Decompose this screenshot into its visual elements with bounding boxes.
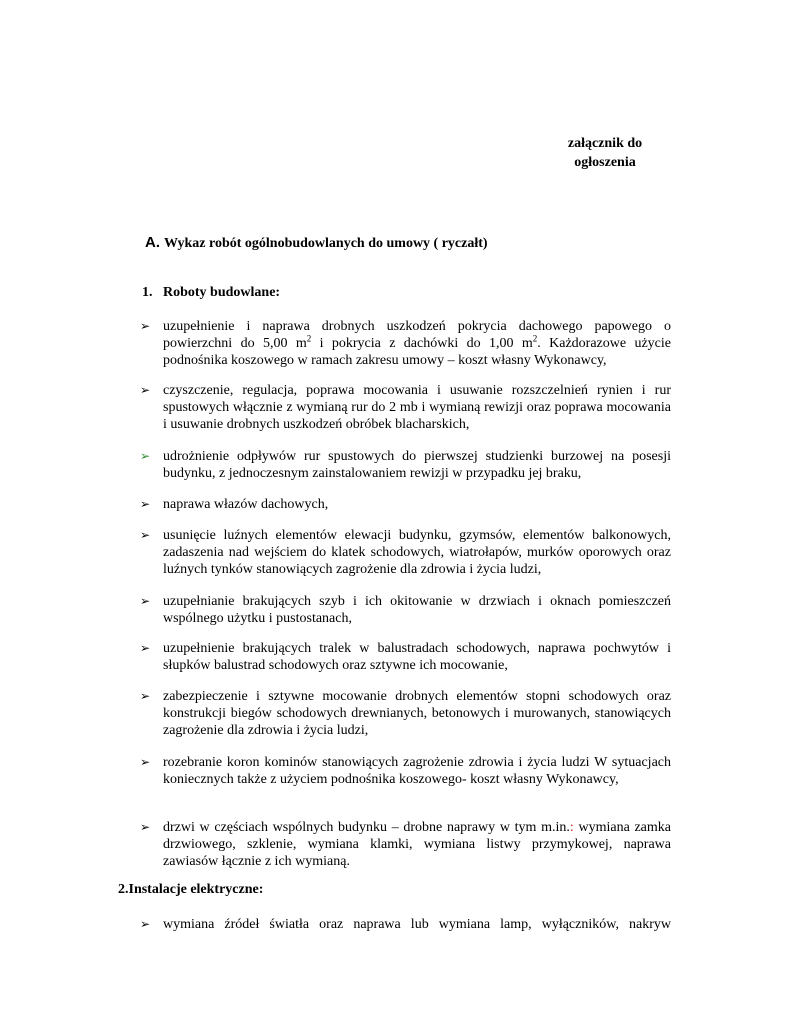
list-item-text: drzwi w częściach wspólnych budynku – drobne naprawy w tym m.in.: wymiana zamka drzwiowego, szklenie, wymiana klamki, wymiana listwy przymykowej, naprawa zawiasów łącznie z ich wymianą. [163,820,672,869]
arrow-bullet-icon: ➢ [140,689,151,703]
section-a-letter: A. [145,234,160,251]
arrow-bullet-icon: ➢ [140,820,151,834]
attachment-note [545,134,665,172]
arrow-bullet-icon: ➢ [140,383,151,397]
list-item-text: usunięcie luźnych elementów elewacji budynku, gzymsów, elementów balkonowych, zadaszenia nad wejściem do klatek schodowych, wiatrołapów, murków oporowych oraz luźnych tynków stanowiących zagrożenie dla zdrowia i życia ludzi, [163,528,671,577]
section-a-heading [145,234,488,253]
list-item [140,593,671,627]
list-item-text: udrożnienie odpływów rur spustowych do pierwszej studzienki burzowej na posesji budynku, z jednoczesnym zainstalowaniem rewizji w przypadku jej braku, [163,449,671,481]
red-colon-mark: : [569,820,574,835]
list-item [140,688,671,739]
list-item-text: uzupełnianie brakujących szyb i ich okitowanie w drzwiach i oknach pomieszczeń wspólnego użytku i pustostanach, [163,594,671,626]
list-item-text: rozebranie koron kominów stanowiących zagrożenie zdrowia i życia ludzi W sytuacjach koniecznych także z użyciem podnośnika koszowego- koszt własny Wykonawcy, [163,755,671,787]
list-item [140,448,671,482]
arrow-bullet-icon: ➢ [140,449,151,463]
list-item [140,318,671,369]
attachment-line-2: ogłoszenia [574,155,636,170]
section-1-number: 1. [142,285,153,300]
list-item [140,640,671,674]
attachment-line-1: załącznik do [567,136,643,151]
arrow-bullet-icon: ➢ [140,594,151,608]
list-item [140,754,671,788]
arrow-bullet-icon: ➢ [140,497,151,511]
section-a-title: Wykaz robót ogólnobudowlanych do umowy ( ryczałt) [164,236,488,251]
arrow-bullet-icon: ➢ [140,755,151,769]
list-item [140,496,671,513]
arrow-bullet-icon: ➢ [140,641,151,655]
arrow-bullet-icon: ➢ [140,319,151,333]
list-item-text: naprawa włazów dachowych, [163,497,329,512]
list-item [140,819,671,870]
list-item-text: wymiana źródeł światła oraz naprawa lub wymiana lamp, wyłączników, nakryw [163,917,671,932]
section-1-heading [142,284,280,302]
list-item-text: czyszczenie, regulacja, poprawa mocowania i usuwanie rozszczelnień rynien i rur spustowych włącznie z wymianą rur do 2 mb i wymianą rewizji oraz poprawa mocowania i usuwanie drobnych uszkodzeń obróbek blacharskich, [163,383,671,432]
list-item [140,527,671,578]
list-item-text: zabezpieczenie i sztywne mocowanie drobnych elementów stopni schodowych oraz konstrukcji biegów schodowych drewnianych, betonowych i murowanych, stanowiących zagrożenie dla zdrowia i życia ludzi, [163,689,671,738]
list-item [140,916,671,933]
section-1-title: Roboty budowlane: [163,285,281,300]
section-2-title: 2.Instalacje elektryczne: [118,882,264,897]
arrow-bullet-icon: ➢ [140,917,151,931]
arrow-bullet-icon: ➢ [140,528,151,542]
section-2-heading [118,881,263,899]
list-item [140,382,671,433]
list-item-text: uzupełnienie i naprawa drobnych uszkodzeń pokrycia dachowego papowego o powierzchni do 5,00 $m^2$ i pokrycia z dachówki do 1,00 $m^2$. Każdorazowe użycie podnośnika koszowego w ramach zakresu umowy – koszt własny Wykonawcy, [163,319,672,368]
list-item-text: uzupełnienie brakujących tralek w balustradach schodowych, naprawa pochwytów i słupków balustrad schodowych oraz sztywne ich mocowanie, [163,641,671,673]
